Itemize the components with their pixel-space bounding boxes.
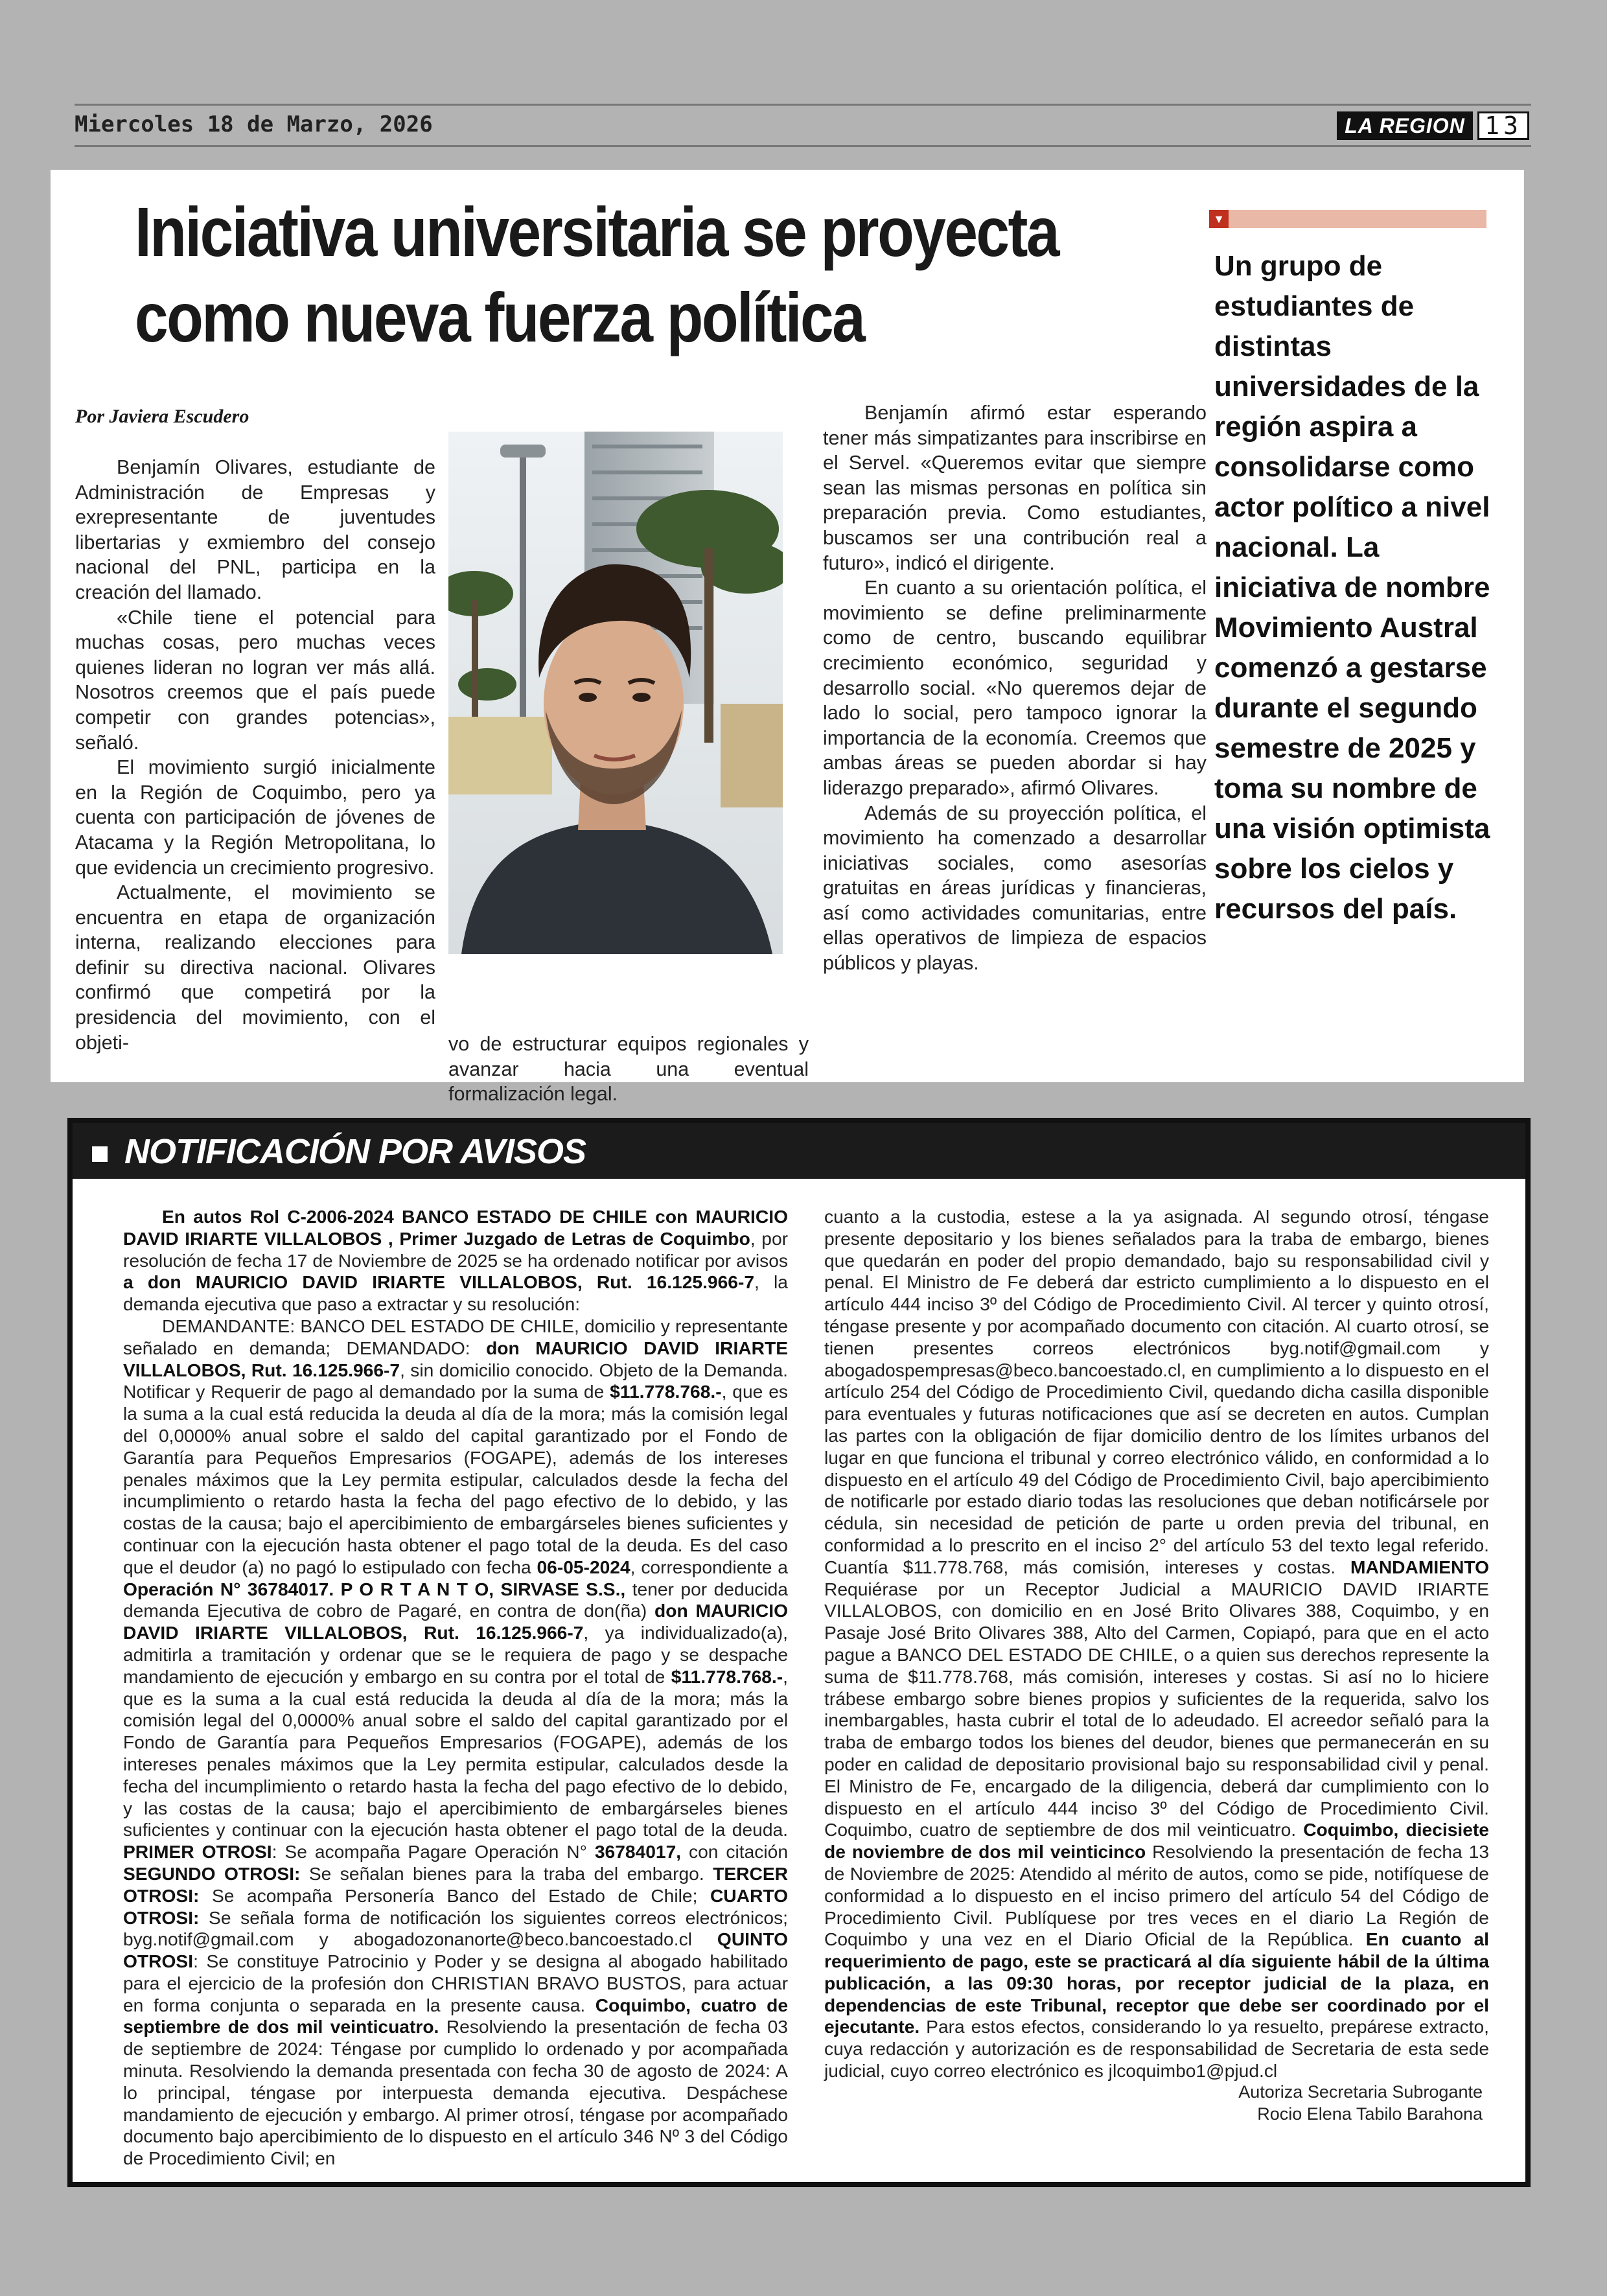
byline: Por Javiera Escudero [75, 406, 249, 427]
paragraph: Benjamín afirmó estar esperando tener más simpatizantes para inscribirse en el Servel. «Queremos evitar que siempre sean las mismas personas en política sin preparación previa. Como estudiantes, buscamos ser una contribución real a futuro», indicó el dirigente. [823, 402, 1207, 574]
article [51, 170, 1524, 1106]
headline-line-1: Iniciativa universitaria se proyecta [135, 192, 1058, 271]
notice-column-1 [123, 1206, 788, 2170]
paragraph: «Chile tiene el potencial para muchas cosas, pero muchas veces quienes lideran no logran ver más allá. Nosotros creemos que el país puede competir con grandes potencias», señaló. [75, 606, 435, 754]
header-rule-bottom [75, 145, 1531, 147]
notice-paragraph: cuanto a la custodia, estese a la ya asignada. Al segundo otrosí, téngase presente depositario y los bienes señalados para la traba de embargo, bienes que quedarán en poder del propio demandado, bajo su responsabilidad civil y penal. El Ministro de Fe deberá dar estricto cumplimiento a lo dispuesto en el artículo 444 inciso 3º del Código de Procedimiento Civil. Al tercer y quinto otrosí, téngase presente y por acompañado documento con citación. Al cuarto otrosí, se tienen presentes correos electrónicos byg.notif@gmail.com y abogadospempresas@beco.bancoestado.cl, en cumplimiento a lo dispuesto en el artículo 254 del Código de Procedimiento Civil, quedando dicha casilla disponible para eventuales y futuras notificaciones que así se decreten en autos. Cumplan las partes con la obligación de fijar domicilio dentro de los límites urbanos del lugar en que funciona el tribunal y correo electrónico válido, en conformidad a lo dispuesto en el artículo 49 del Código de Procedimiento Civil, bajo apercibimiento de notificarle por estado diario todas las resoluciones que deban notificársele por cédula, sin necesidad de petición de parte u orden previa del tribunal, en conformidad a lo prescrito en el inciso 2° del artículo 53 del texto legal referido. Cuantía $11.778.768, más comisión, intereses y costas. MANDAMIENTO Requiérase por un Receptor Judicial a MAURICIO DAVID IRIARTE VILLALOBOS, con domicilio en en José Brito Olivares 388, Coquimbo, y en Pasaje José Brito Olivares 388, Alto del Carmen, Copiapó, para que en el acto pague a BANCO DEL ESTADO DE CHILE, o a quien sus derechos represente la suma de $11.778.768, más comisión, intereses y costas. Si así no lo hiciere trábese embargo sobre bienes propios y suficientes de la requerida, salvo los inembargables, hasta cubrir el total de lo adeudado. El acreedor señaló para la traba de embargo todos los bienes del deudor, bienes que permanecerán en su poder en calidad de depositario provisional bajo su responsabilidad civil y penal. El Ministro de Fe, encargado de la diligencia, deberá dar cumplimiento con lo dispuesto en el artículo 444 inciso 3º del Código de Procedimiento Civil. Coquimbo, cuatro de septiembre de dos mil veinticuatro. Coquimbo, diecisiete de noviembre de dos mil veinticinco Resolviendo la presentación de fecha 13 de Noviembre de 2025: Atendido al mérito de autos, como se pide, notifíquese de conformidad a lo dispuesto en el inciso primero del artículo 54 del Código de Procedimiento Civil. Publíquese por tres veces en el diario La Región de Coquimbo y una vez en el Diario Oficial de la República. En cuanto al requerimiento de pago, este se practicará al día siguiente hábil de la última publicación, a las 09:30 horas, por receptor judicial de la plaza, en dependencias de este Tribunal, receptor que debe ser coordinado por el ejecutante. Para estos efectos, considerando lo ya resuelto, prepárese extracto, cuya redacción y autorización es de responsabilidad de Secretaria de esta sede judicial, cuyo correo electrónico es jlcoquimbo1@pjud.cl [824, 1206, 1489, 2081]
notice-paragraph: DEMANDANTE: BANCO DEL ESTADO DE CHILE, domicilio y representante señalado en demanda; DEMANDADO: don MAURICIO DAVID IRIARTE VILLALOBOS, Rut. 16.125.966-7, sin domicilio conocido. Objeto de la Demanda. Notificar y Requerir de pago al demandado por la suma de $11.778.768.-, que es la suma a la cual está reducida la deuda al día de la mora; más la comisión legal del 0,0000% anual sobre el saldo del capital garantizado por el Fondo de Garantía para Pequeños Empresarios (FOGAPE), además de los intereses penales máximos que la Ley permita estipular, calculados desde la fecha del incumplimiento o retardo hasta la fecha del pago efectivo de lo debido, y las costas de la causa; bajo el apercibimiento de embargárseles bienes suficientes y continuar con la ejecución hasta obtener el pago total de la deuda. Es del caso que el deudor (a) no pagó lo estipulado con fecha 06-05-2024, correspondiente a Operación N° 36784017. P O R T A N T O, SIRVASE S.S., tener por deducida demanda Ejecutiva de cobro de Pagaré, en contra de don(ña) don MAURICIO DAVID IRIARTE VILLALOBOS, Rut. 16.125.966-7, ya individualizado(a), admitirla a tramitación y ordenar que se le requiera de pago y se despache mandamiento de ejecución y embargo en su contra por el total de $11.778.768.-, que es la suma a la cual está reducida la deuda al día de la mora; más la comisión legal del 0,0000% anual sobre el saldo del capital garantizado por el Fondo de Garantía para Pequeños Empresarios (FOGAPE), además de los intereses penales máximos que la Ley permita estipular, calculados desde la fecha del incumplimiento o retardo hasta la fecha del pago efectivo de lo debido, y las costas de la causa; bajo el apercibimiento de embargárseles bienes suficientes y continuar con la ejecución hasta obtener el pago total de la deuda. PRIMER OTROSI: Se acompaña Pagare Operación N° 36784017, con citación SEGUNDO OTROSI: Se señalan bienes para la traba del embargo. TERCER OTROSI: Se acompaña Personería Banco del Estado de Chile; CUARTO OTROSI: Se señala forma de notificación los siguientes correos electrónicos; byg.notif@gmail.com y abogadozonanorte@beco.bancoestado.cl QUINTO OTROSI: Se constituye Patrocinio y Poder y se designa al abogado habilitado para el ejercicio de la profesión don CHRISTIAN BRAVO BUSTOS, para actuar en forma conjunta o separada en la presente causa. Coquimbo, cuatro de septiembre de dos mil veinticuatro. Resolviendo la presentación de fecha 03 de septiembre de 2024: Téngase por cumplido lo ordenado y por acompañada minuta. Resolviendo la demanda presentada con fecha 30 de agosto de 2024: A lo principal, téngase por interpuesta demanda ejecutiva. Despáchese mandamiento de ejecución y embargo. Al primer otrosí, téngase por acompañado documento bajo apercibimiento de lo dispuesto en el artículo 346 Nº 3 del Código de Procedimiento Civil; en [123, 1315, 789, 2169]
notice-signature [1238, 2081, 1483, 2125]
page-number: 13 [1477, 111, 1529, 140]
legal-notice [67, 1118, 1531, 2187]
paragraph: Actualmente, el movimiento se encuentra en etapa de organización interna, realizando elecciones para definir su directiva nacional. Olivares confirmó que competirá por la presidencia del movimiento, con el objeti- [75, 881, 435, 1054]
paragraph: vo de estructurar equipos regionales y avanzar hacia una eventual formalización legal. [448, 1033, 809, 1106]
portrait-photo [448, 432, 783, 954]
square-bullet-icon [92, 1146, 108, 1162]
paragraph: Benjamín Olivares, estudiante de Administración de Empresas y exrepresentante de juventudes libertarias y exmiembro del consejo nacional del PNL, participa en la creación del llamado. [75, 456, 435, 603]
notice-header-bar [73, 1123, 1525, 1179]
article-column-3 [823, 400, 1207, 976]
article-headline [135, 189, 1058, 360]
headline-line-2: como nueva fuerza política [135, 278, 864, 356]
newspaper-logo: LA REGION [1337, 111, 1473, 140]
article-summary: Un grupo de estudiantes de distintas universidades de la región aspira a consolidarse como actor político a nivel nacional. La iniciativa de nombre Movimiento Austral comenzó a gestarse durante el segundo semestre de 2025 y toma su nombre de una visión optimista sobre los cielos y recursos del país. [1214, 250, 1490, 925]
signature-line-2: Rocio Elena Tabilo Barahona [1257, 2104, 1483, 2124]
issue-date: Miercoles 18 de Marzo, 2026 [75, 111, 433, 137]
header-rule-top [75, 104, 1531, 106]
triangle-down-icon: ▼ [1209, 210, 1229, 228]
paragraph: Además de su proyección política, el movimiento ha comenzado a desarrollar iniciativas sociales, como asesorías gratuitas en áreas jurídicas y financieras, así como actividades comunitarias, entre ellas operativos de limpieza de espacios públicos y playas. [823, 802, 1207, 975]
article-column-1 [75, 455, 435, 1055]
paragraph: En cuanto a su orientación política, el movimiento se define preliminarmente como de centro, buscando equilibrar crecimiento económico, seguridad y desarrollo social. «No queremos dejar de lado lo social, pero tampoco ignorar la importancia de la economía. Creemos que ambas áreas se pueden abordar si hay liderazgo preparado», afirmó Olivares. [823, 577, 1207, 799]
portrait-image [448, 432, 783, 954]
signature-line-1: Autoriza Secretaria Subrogante [1238, 2082, 1483, 2102]
notice-title: NOTIFICACIÓN POR AVISOS [124, 1132, 586, 1171]
notice-paragraph: En autos Rol C-2006-2024 BANCO ESTADO DE CHILE con MAURICIO DAVID IRIARTE VILLALOBOS , Primer Juzgado de Letras de Coquimbo, por resolución de fecha 17 de Noviembre de 2025 se ha ordenado notificar por avisos a don MAURICIO DAVID IRIARTE VILLALOBOS, Rut. 16.125.966-7, la demanda ejecutiva que paso a extractar y su resolución: [123, 1206, 789, 1315]
article-column-2 [448, 1032, 809, 1107]
summary-accent-bar [1210, 210, 1486, 228]
notice-column-2 [824, 1206, 1489, 2082]
paragraph: El movimiento surgió inicialmente en la Región de Coquimbo, pero ya cuenta con participación de jóvenes de Atacama y la Región Metropolitana, lo que evidencia un crecimiento progresivo. [75, 756, 435, 879]
